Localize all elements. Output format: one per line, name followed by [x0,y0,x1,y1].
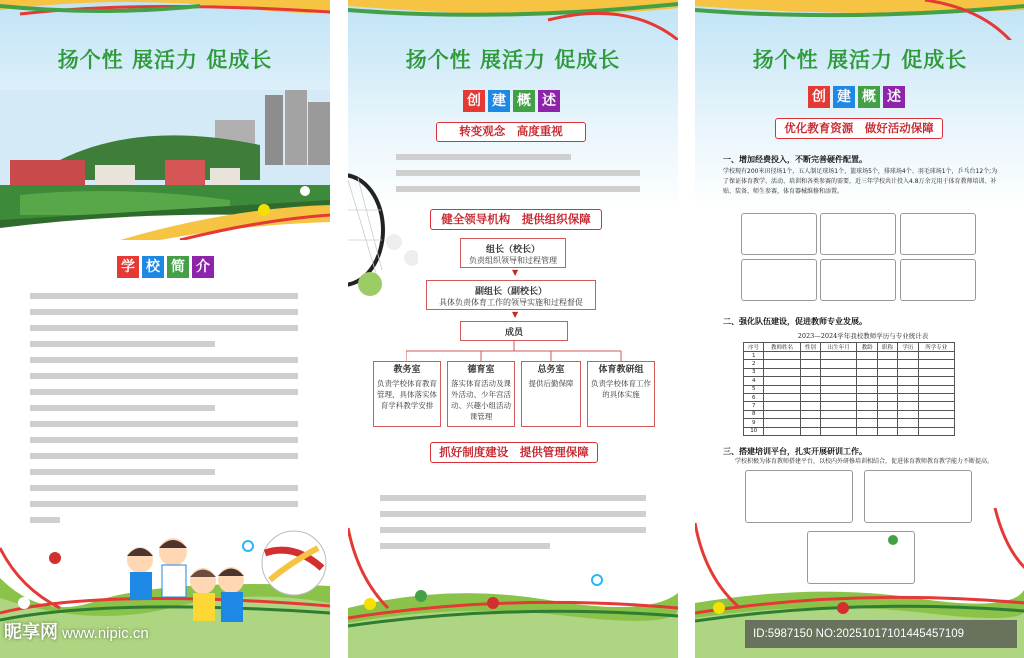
table-row [744,352,955,360]
table-cell [821,352,857,360]
bottom-wave-decoration [348,508,678,658]
table-cell [898,377,918,385]
table-cell [857,419,877,427]
table-cell [764,393,800,401]
table-cell [821,419,857,427]
dept-desc: 提供后勤保障 [528,379,574,388]
table-cell [800,385,820,393]
table-cell [764,368,800,376]
photo-placeholder [900,213,976,255]
table-cell [800,419,820,427]
table-cell [764,419,800,427]
table-cell [877,368,897,376]
table-cell [800,368,820,376]
table-cell [918,402,954,410]
table-cell [877,377,897,385]
table-header-cell: 教龄 [857,343,877,352]
body-text-placeholder [30,293,298,533]
section-title-creation-overview [463,90,560,112]
table-cell [898,402,918,410]
section-title-char: 介 [192,256,214,278]
banner-system-building: 抓好制度建设 提供管理保障 [430,442,598,463]
table-cell [877,352,897,360]
table-cell [821,368,857,376]
table-cell [918,410,954,418]
dept-box-pe-group [587,361,655,427]
table-cell [877,410,897,418]
table-cell [800,360,820,368]
table-cell [877,393,897,401]
table-cell: 7 [744,402,764,410]
table-cell [821,427,857,435]
table-cell [877,385,897,393]
table-cell [918,385,954,393]
top-swoosh-decoration [695,0,1024,40]
body-text-placeholder [396,154,640,202]
table-row [744,368,955,376]
tennis-racket-illustration [348,170,418,300]
heading-funding: 一、增加经费投入，不断完善硬件配置。 [723,155,867,164]
section-title-char: 学 [117,256,139,278]
table-cell [918,393,954,401]
table-row [744,360,955,368]
paragraph-training: 学校积极为体育教师搭建平台，以校内外研修培训相结合，促进体育教师教育教学能力不断提高。 [735,458,994,465]
watermark-url: www.nipic.cn [62,625,149,642]
table-cell [821,393,857,401]
heading-team-building: 二、强化队伍建设，促进教师专业发展。 [723,317,867,326]
table-cell [918,377,954,385]
teacher-stat-table [743,342,955,436]
table-row [744,410,955,418]
table-row [744,393,955,401]
org-connector-lines [406,341,626,361]
table-cell [800,402,820,410]
table-cell [764,427,800,435]
table-cell: 1 [744,352,764,360]
section-title-char: 述 [538,90,560,112]
paragraph-funding: 学校现有200米田径场1个，五人制足球场1个，篮球场5个，排球场4个、羽毛球场1个，乒乓台12个;为了保证体育教学、活动、培训和各类参赛的需要，近三年学校共计投入4.8万余元用于体育教师培训、补贴、装备，师生参赛，体育器械维修和添置。 [723,168,998,195]
table-cell: 5 [744,385,764,393]
dept-desc: 落实体育活动及课外活动、少年宫活动、兴趣小组活动课管理 [451,379,511,421]
org-members-title: 成员 [504,328,523,338]
org-deputy-desc: 具体负责体育工作的领导实施和过程督促 [439,298,583,307]
table-cell [877,427,897,435]
table-cell [821,360,857,368]
dept-box-moral [447,361,515,427]
table-cell [821,410,857,418]
table-cell: 8 [744,410,764,418]
campus-photo [0,90,330,240]
table-cell [857,377,877,385]
dept-desc: 负责学校体育工作的具体实施 [591,379,651,399]
org-box-deputy [426,280,596,310]
table-cell [877,360,897,368]
table-cell [857,360,877,368]
section-title-char: 校 [142,256,164,278]
table-header-row [744,343,955,352]
table-cell [898,419,918,427]
top-swoosh-decoration [348,0,678,40]
table-cell [821,377,857,385]
banner-leadership: 健全领导机构 提供组织保障 [430,209,602,230]
arrow-down-icon: ▼ [512,310,519,319]
table-title: 2023—2024学年我校教师学历与专业统计表 [797,332,929,340]
volleyball-icon [262,531,326,595]
banner-optimize-resources: 优化教育资源 做好活动保障 [775,118,943,139]
org-leader-title: 组长（校长） [485,245,540,255]
section-title-char: 创 [463,90,485,112]
table-header-cell: 序号 [744,343,764,352]
decor-dot [258,204,270,216]
org-box-leader [460,238,566,268]
table-cell: 9 [744,419,764,427]
table-cell [857,402,877,410]
table-cell [857,410,877,418]
table-cell: 6 [744,393,764,401]
table-cell: 10 [744,427,764,435]
table-cell: 3 [744,368,764,376]
table-cell [857,427,877,435]
table-cell [857,393,877,401]
slogan: 扬个性 展活力 促成长 [57,47,273,72]
slogan: 扬个性 展活力 促成长 [752,47,968,72]
table-cell [800,377,820,385]
dept-name: 德育室 [467,365,495,375]
section-title-char: 创 [808,86,830,108]
section-title-school-intro [117,256,214,278]
table-cell [877,419,897,427]
table-cell [898,393,918,401]
section-title-char: 概 [858,86,880,108]
table-cell [857,352,877,360]
table-header-cell: 职称 [877,343,897,352]
table-cell [877,402,897,410]
table-cell [898,385,918,393]
table-row [744,385,955,393]
table-cell [918,427,954,435]
table-cell [898,360,918,368]
dept-name: 体育教研组 [598,365,644,375]
table-cell [898,410,918,418]
table-cell [800,410,820,418]
section-title-char: 述 [883,86,905,108]
photo-placeholder [820,259,896,301]
dept-name: 总务室 [537,365,565,375]
dept-name: 教务室 [393,365,421,375]
top-swoosh-decoration [0,0,330,40]
table-cell: 2 [744,360,764,368]
table-cell [764,352,800,360]
table-cell [764,402,800,410]
table-cell [764,410,800,418]
banner-change-concept: 转变观念 高度重视 [436,122,586,142]
panel-creation-overview [348,0,678,658]
table-header-cell: 学历 [898,343,918,352]
org-deputy-title: 副组长（副校长） [474,287,547,297]
table-row [744,402,955,410]
watermark-brand: 昵享网 [4,622,58,642]
dept-box-general-affairs [521,361,581,427]
slogan: 扬个性 展活力 促成长 [405,47,621,72]
table-header-cell: 性别 [800,343,820,352]
table-cell [764,360,800,368]
table-header-cell: 所学专业 [918,343,954,352]
table-cell [764,385,800,393]
table-cell [918,360,954,368]
org-leader-desc: 负责组织领导和过程管理 [469,256,557,265]
table-cell [800,393,820,401]
table-cell [821,402,857,410]
table-cell [898,368,918,376]
table-row [744,427,955,435]
decor-dot [300,186,310,196]
table-cell [898,352,918,360]
table-cell: 4 [744,377,764,385]
table-cell [764,377,800,385]
table-cell [857,385,877,393]
table-cell [821,385,857,393]
dept-desc: 负责学校体育教育管理，具体落实体育学科教学安排 [377,379,437,410]
section-title-resources [808,86,905,108]
heading-training: 三、搭建培训平台，扎实开展研训工作。 [723,447,867,456]
panel-school-intro [0,0,330,658]
table-cell [918,352,954,360]
section-title-char: 简 [167,256,189,278]
table-cell [898,427,918,435]
dept-box-academic [373,361,441,427]
table-cell [800,427,820,435]
photo-placeholder [741,213,817,255]
section-title-char: 概 [513,90,535,112]
photo-placeholder [900,259,976,301]
table-header-cell: 教师姓名 [764,343,800,352]
section-title-char: 建 [488,90,510,112]
nipic-watermark [4,618,149,644]
section-title-char: 建 [833,86,855,108]
table-row [744,377,955,385]
org-box-members [460,321,568,341]
table-cell [918,368,954,376]
table-cell [857,368,877,376]
table-header-cell: 出生年月 [821,343,857,352]
table-cell [800,352,820,360]
image-id-bar: ID:5987150 NO:20251017101445457109 [745,620,1017,648]
photo-placeholder [820,213,896,255]
table-cell [918,419,954,427]
arrow-down-icon: ▼ [512,268,519,277]
table-row [744,419,955,427]
panel-resources [695,0,1024,658]
photo-placeholder [741,259,817,301]
